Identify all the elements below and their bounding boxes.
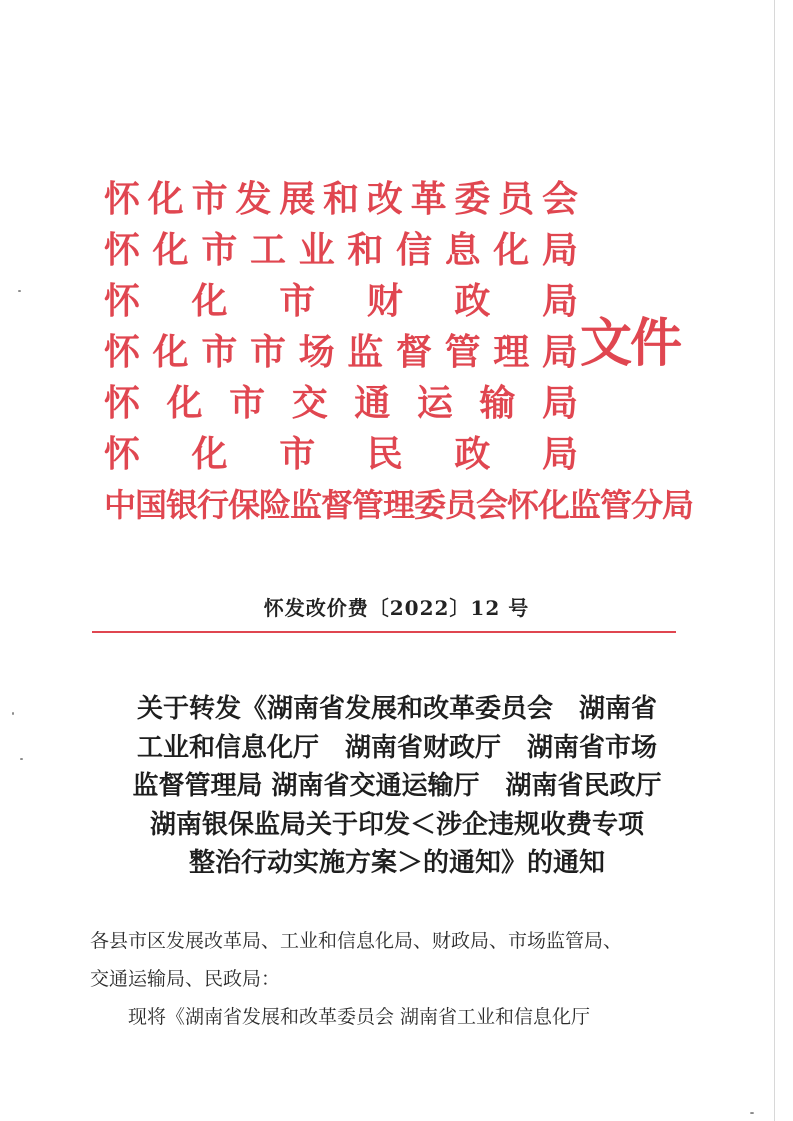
issuer-char: 市 (201, 230, 238, 271)
issuer-char: 会 (541, 179, 578, 220)
issuer-char: 革 (410, 179, 447, 220)
issuer-row-banking-regulator: 中国银行保险监督管理委员会怀化监管分局 (104, 486, 694, 524)
issuer-char: 业 (298, 230, 335, 271)
issuer-char: 市 (249, 332, 286, 373)
issuer-char: 局 (541, 434, 578, 475)
scan-speck (750, 1112, 754, 1114)
issuer-char: 督 (395, 332, 432, 373)
document-title (80, 690, 714, 883)
issuer-row (104, 429, 578, 480)
recipients-line: 各县市区发展改革局、工业和信息化局、财政局、市场监管局、 (90, 930, 623, 952)
issuer-char: 怀 (104, 230, 141, 271)
issuer-char: 化 (152, 332, 189, 373)
issuer-char: 怀 (104, 434, 141, 475)
issuer-char: 化 (191, 434, 228, 475)
issuer-char: 怀 (104, 281, 141, 322)
scan-edge-line (774, 0, 775, 1121)
issuer-char: 和 (347, 230, 384, 271)
title-line: 整治行动实施方案＞的通知》的通知 (188, 848, 605, 878)
issuer-char: 怀 (104, 383, 141, 424)
issuer-char: 输 (479, 383, 516, 424)
document-number: 怀发改价费〔2022〕12 号 (263, 596, 530, 620)
issuer-char: 化 (147, 179, 184, 220)
issuer-char: 财 (366, 281, 403, 322)
issuer-char: 政 (454, 281, 491, 322)
issuer-char: 市 (279, 434, 316, 475)
issuer-char: 息 (444, 230, 481, 271)
issuer-char: 局 (541, 332, 578, 373)
issuer-char: 怀 (104, 179, 141, 220)
issuer-char: 局 (541, 383, 578, 424)
body-paragraph: 现将《湖南省发展和改革委员会 湖南省工业和信息化厅 (128, 1006, 591, 1028)
issuer-row (104, 174, 578, 225)
issuer-char: 怀 (104, 332, 141, 373)
issuer-char: 监 (347, 332, 384, 373)
issuer-row (104, 327, 578, 378)
issuer-char: 通 (354, 383, 391, 424)
issuer-char: 运 (416, 383, 453, 424)
issuer-row (104, 276, 578, 327)
issuer-char: 员 (498, 179, 535, 220)
document-body (90, 922, 670, 1036)
issuer-char: 委 (454, 179, 491, 220)
issuer-char: 化 (493, 230, 530, 271)
issuer-char: 局 (541, 230, 578, 271)
issuer-char: 发 (235, 179, 272, 220)
issuer-char: 化 (166, 383, 203, 424)
issuer-char: 市 (201, 332, 238, 373)
issuer-char: 展 (279, 179, 316, 220)
issuer-char: 工 (249, 230, 286, 271)
issuer-char: 化 (191, 281, 228, 322)
issuer-char: 政 (454, 434, 491, 475)
issuer-char: 交 (291, 383, 328, 424)
issuer-char: 市 (191, 179, 228, 220)
title-line: 监督管理局 湖南省交通运输厅 湖南省民政厅 (132, 771, 662, 801)
red-divider (92, 631, 676, 633)
title-line: 工业和信息化厅 湖南省财政厅 湖南省市场 (136, 732, 657, 763)
issuer-char: 管 (444, 332, 481, 373)
issuer-row (104, 225, 578, 276)
issuer-row (104, 378, 578, 429)
title-line: 关于转发《湖南省发展和改革委员会 湖南省 (136, 694, 657, 724)
title-line: 湖南银保监局关于印发＜涉企违规收费专项 (149, 809, 644, 840)
issuer-char: 市 (229, 383, 266, 424)
issuer-char: 市 (279, 281, 316, 322)
issuer-char: 和 (322, 179, 359, 220)
issuer-char: 民 (366, 434, 403, 475)
issuer-char: 化 (152, 230, 189, 271)
scan-speck (12, 712, 14, 715)
issuer-char: 场 (298, 332, 335, 373)
issuer-char: 理 (493, 332, 530, 373)
scan-speck (20, 758, 23, 760)
document-label: 文件 (580, 314, 681, 374)
issuer-char: 信 (395, 230, 432, 271)
recipients-line: 交通运输局、民政局： (90, 968, 281, 990)
issuer-char: 改 (366, 179, 403, 220)
issuer-char: 局 (541, 281, 578, 322)
scan-speck (18, 290, 21, 292)
